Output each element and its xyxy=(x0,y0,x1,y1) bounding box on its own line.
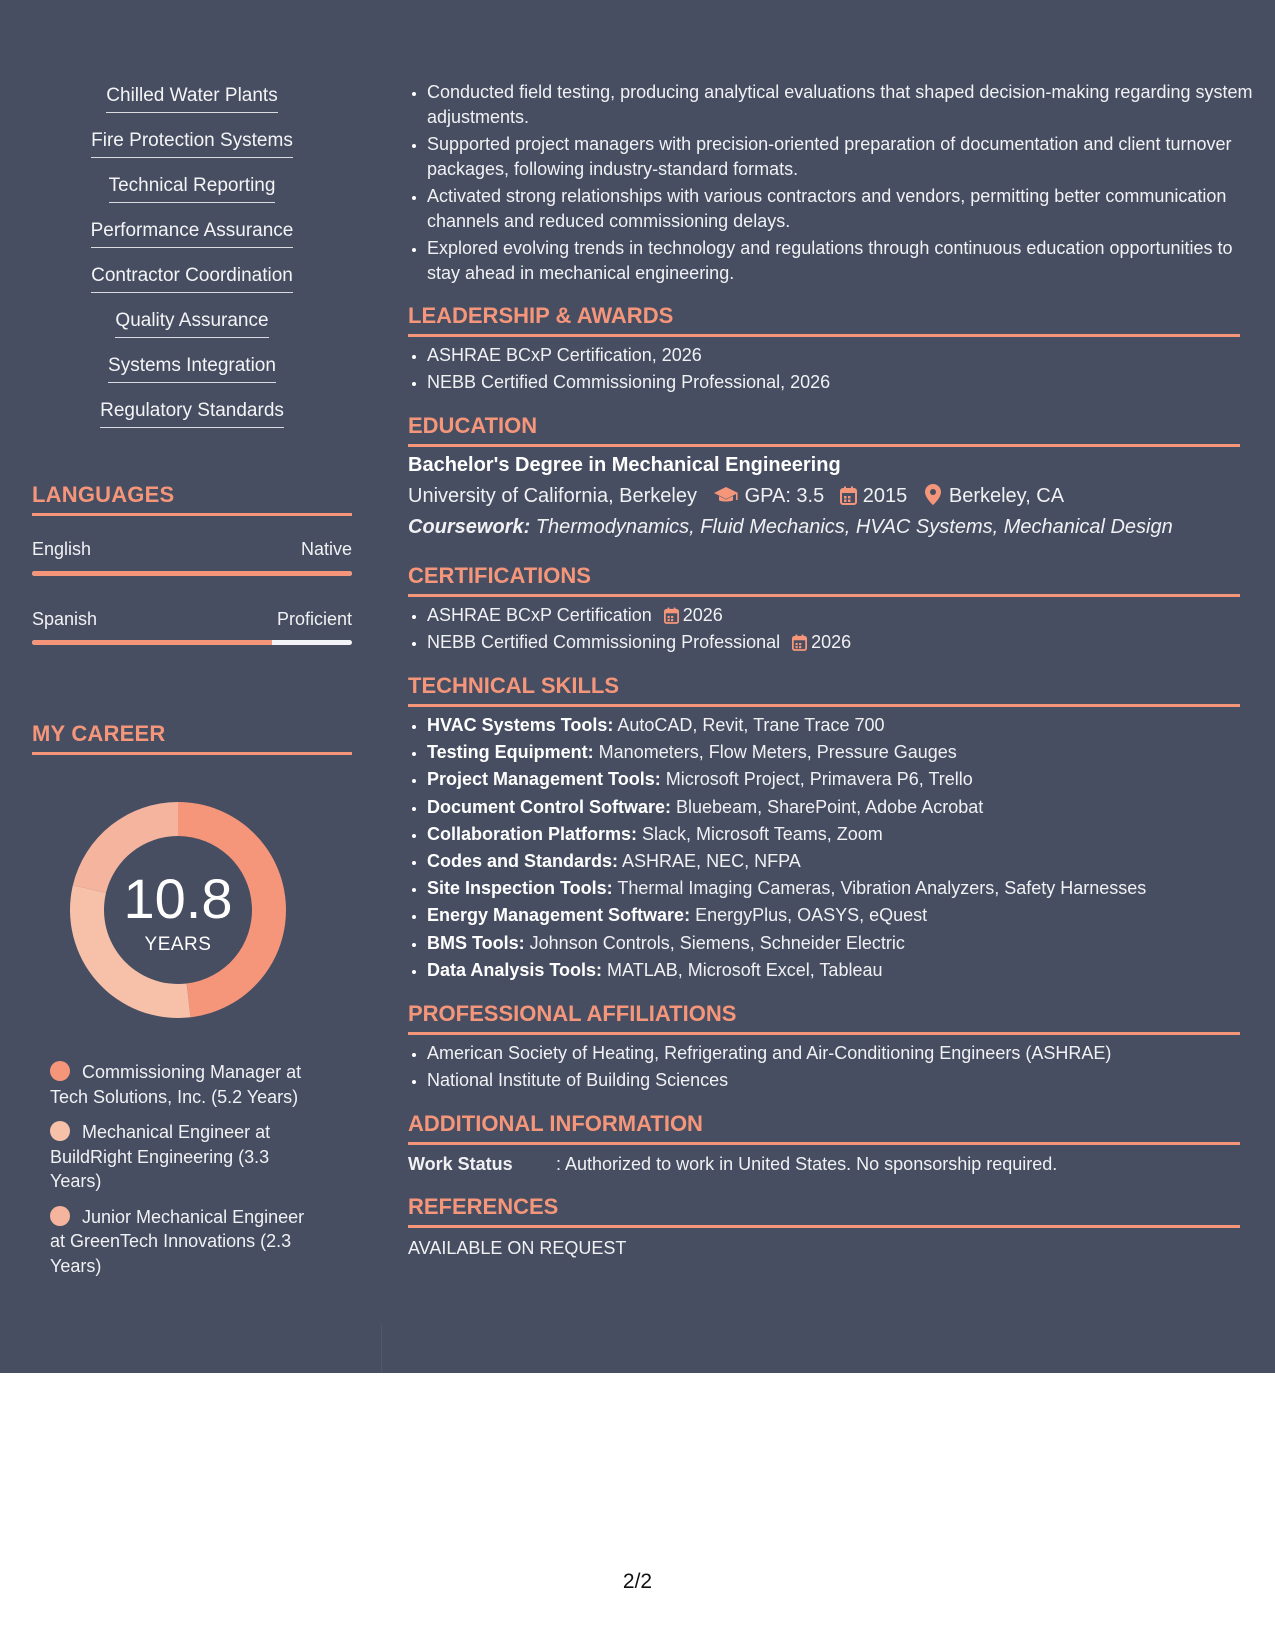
skill-label: Fire Protection Systems xyxy=(91,129,293,158)
language-level: Proficient xyxy=(276,609,352,629)
technical-skill-label: Collaboration Platforms: xyxy=(427,823,638,844)
career-legend-item xyxy=(50,1060,320,1109)
languages-heading: LANGUAGES xyxy=(32,482,352,516)
location-pin-icon xyxy=(925,484,941,505)
career-legend xyxy=(50,1060,320,1289)
calendar-icon xyxy=(840,486,857,505)
technical-skill-item xyxy=(427,713,1259,738)
technical-skill-label: HVAC Systems Tools: xyxy=(427,715,614,735)
technical-skill-label: Data Analysis Tools: xyxy=(427,959,603,980)
technical-skill-value: Manometers, Flow Meters, Pressure Gauges xyxy=(593,742,957,763)
certifications-list xyxy=(408,603,1259,657)
technical-skills-heading: TECHNICAL SKILLS xyxy=(408,673,1240,707)
experience-bullets xyxy=(408,80,1259,288)
skill-label: Quality Assurance xyxy=(115,309,268,338)
technical-skills-list xyxy=(408,713,1259,985)
technical-skill-value: MATLAB, Microsoft Excel, Tableau xyxy=(602,959,883,980)
leadership-item: • ASHRAE BCxP Certification, 2026 xyxy=(427,343,1259,368)
technical-skill-label: Project Management Tools: xyxy=(427,769,661,790)
skill-label: Technical Reporting xyxy=(109,174,276,203)
certification-name: ASHRAE BCxP Certification xyxy=(427,605,652,625)
education-gpa: GPA: 3.5 xyxy=(744,485,825,507)
language-name: Spanish xyxy=(32,609,98,629)
language-bar-fill xyxy=(32,640,272,645)
language-bar-english xyxy=(32,571,352,576)
column-divider xyxy=(381,1325,382,1373)
technical-skill-label: Site Inspection Tools: xyxy=(427,878,613,899)
experience-bullet: • Conducted field testing, producing analytical evaluations that shaped decision-making regarding system adjustments. xyxy=(427,80,1259,129)
technical-skill-item xyxy=(427,903,1259,928)
legend-dot-icon xyxy=(50,1121,70,1141)
language-name: English xyxy=(32,539,92,559)
technical-skill-item xyxy=(427,740,1259,765)
affiliations-list xyxy=(408,1041,1259,1095)
technical-skill-item xyxy=(427,876,1259,901)
work-status-label: Work Status xyxy=(408,1154,513,1174)
coursework-label: Coursework: xyxy=(408,516,531,538)
certification-item xyxy=(427,603,1259,628)
education-heading: EDUCATION xyxy=(408,413,1240,447)
experience-bullet: • Supported project managers with precision-oriented preparation of documentation and client turnover packages, following industry-standard formats. xyxy=(427,132,1259,181)
career-label: Commissioning Manager at Tech Solutions, Inc. (5.2 Years) xyxy=(50,1062,302,1107)
skill-item xyxy=(32,264,352,309)
technical-skill-item xyxy=(427,795,1259,820)
career-legend-item xyxy=(50,1205,320,1279)
education-details xyxy=(408,484,1064,508)
affiliation-item: • National Institute of Building Sciences xyxy=(427,1068,1259,1093)
leadership-heading: LEADERSHIP & AWARDS xyxy=(408,303,1240,337)
education-coursework xyxy=(408,516,1173,539)
certification-year: 2026 xyxy=(682,605,723,625)
graduation-cap-icon xyxy=(713,485,739,505)
leadership-list xyxy=(408,343,1259,397)
education-degree: Bachelor's Degree in Mechanical Engineering xyxy=(408,454,841,476)
work-status-value: : Authorized to work in United States. No sponsorship required. xyxy=(556,1154,1058,1174)
certification-year: 2026 xyxy=(811,632,852,652)
skill-item xyxy=(32,174,352,219)
career-label: Junior Mechanical Engineer at GreenTech Innovations (2.3 Years) xyxy=(50,1206,305,1276)
technical-skill-item xyxy=(427,958,1259,983)
work-status xyxy=(408,1154,1057,1175)
skill-item xyxy=(32,309,352,354)
skill-item xyxy=(32,219,352,264)
technical-skill-value: Thermal Imaging Cameras, Vibration Analyzers, Safety Harnesses xyxy=(612,878,1147,899)
technical-skill-value: ASHRAE, NEC, NFPA xyxy=(618,850,801,871)
skill-item xyxy=(32,129,352,174)
coursework-value: Thermodynamics, Fluid Mechanics, HVAC Systems, Mechanical Design xyxy=(530,516,1173,538)
experience-bullet: • Explored evolving trends in technology and regulations through continuous education opportunities to stay ahead in mechanical engineering. xyxy=(427,236,1259,285)
technical-skill-value: Bluebeam, SharePoint, Adobe Acrobat xyxy=(671,796,984,817)
experience-bullet: • Activated strong relationships with various contractors and vendors, permitting better communication channels and reduced commissioning delays. xyxy=(427,184,1259,233)
skill-label: Systems Integration xyxy=(108,354,276,383)
skill-label: Regulatory Standards xyxy=(100,399,284,428)
skill-label: Performance Assurance xyxy=(91,219,294,248)
language-level: Native xyxy=(300,539,352,559)
skill-item xyxy=(32,399,352,444)
certification-name: NEBB Certified Commissioning Professional xyxy=(427,632,781,652)
technical-skill-value: AutoCAD, Revit, Trane Trace 700 xyxy=(613,715,885,735)
technical-skill-value: EnergyPlus, OASYS, eQuest xyxy=(690,905,928,926)
education-location: Berkeley, CA xyxy=(948,485,1065,507)
career-years-unit: YEARS xyxy=(144,934,212,955)
language-bar-fill xyxy=(32,571,352,576)
technical-skill-value: Slack, Microsoft Teams, Zoom xyxy=(637,823,883,844)
leadership-item: • NEBB Certified Commissioning Professional, 2026 xyxy=(427,370,1259,395)
certifications-heading: CERTIFICATIONS xyxy=(408,563,1240,597)
technical-skill-value: Johnson Controls, Siemens, Schneider Electric xyxy=(524,932,905,953)
education-year: 2015 xyxy=(862,485,908,507)
affiliation-item: • American Society of Heating, Refrigerating and Air-Conditioning Engineers (ASHRAE) xyxy=(427,1041,1259,1066)
technical-skill-item xyxy=(427,931,1259,956)
references-text: AVAILABLE ON REQUEST xyxy=(408,1238,627,1258)
technical-skill-label: BMS Tools: xyxy=(427,932,525,953)
education-school: University of California, Berkeley xyxy=(408,485,697,507)
calendar-icon xyxy=(792,634,807,651)
legend-dot-icon xyxy=(50,1206,70,1226)
technical-skill-label: Energy Management Software: xyxy=(427,905,691,926)
technical-skill-label: Testing Equipment: xyxy=(427,742,594,763)
legend-dot-icon xyxy=(50,1061,70,1081)
career-label: Mechanical Engineer at BuildRight Engineering (3.3 Years) xyxy=(50,1122,271,1191)
skill-label: Chilled Water Plants xyxy=(106,84,277,113)
career-total-years: 10.8 xyxy=(123,867,233,930)
calendar-icon xyxy=(664,607,679,624)
technical-skill-item xyxy=(427,849,1259,874)
skill-label: Contractor Coordination xyxy=(91,264,293,293)
technical-skill-item xyxy=(427,822,1259,847)
career-legend-item xyxy=(50,1120,320,1194)
technical-skill-label: Document Control Software: xyxy=(427,796,672,817)
language-bar-spanish xyxy=(32,640,352,645)
technical-skill-value: Microsoft Project, Primavera P6, Trello xyxy=(660,769,973,790)
technical-skill-item xyxy=(427,767,1259,792)
skills-list xyxy=(32,84,352,444)
skill-item xyxy=(32,354,352,399)
technical-skill-label: Codes and Standards: xyxy=(427,850,619,871)
affiliations-heading: PROFESSIONAL AFFILIATIONS xyxy=(408,1001,1240,1035)
page-number: 2/2 xyxy=(622,1570,653,1593)
additional-info-heading: ADDITIONAL INFORMATION xyxy=(408,1111,1240,1145)
certification-item xyxy=(427,630,1259,655)
skill-item xyxy=(32,84,352,129)
career-heading: MY CAREER xyxy=(32,721,352,755)
references-heading: REFERENCES xyxy=(408,1194,1240,1228)
